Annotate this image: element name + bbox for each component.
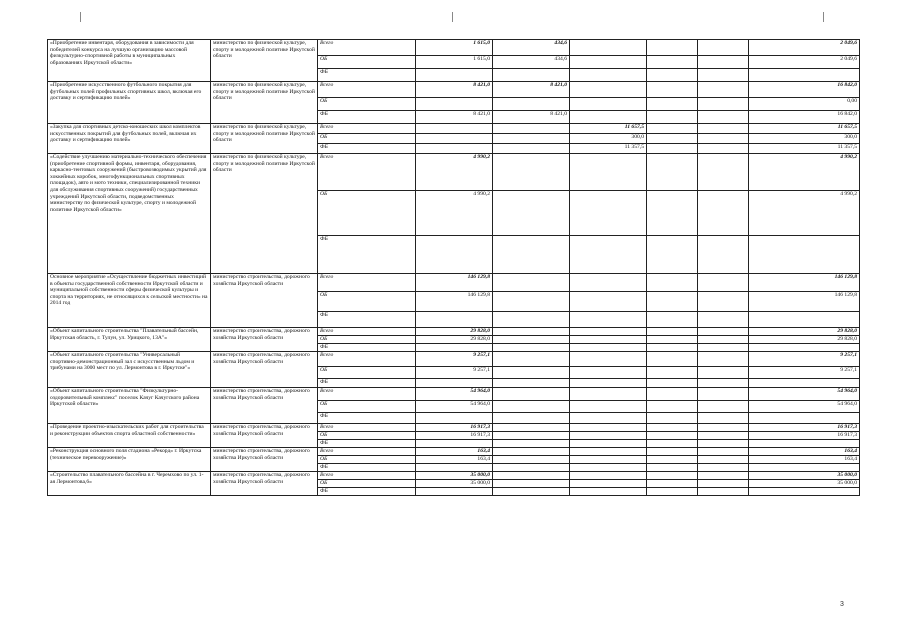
executor-cell: министерство строительства, дорожного хозяйства Иркутской области — [211, 424, 318, 448]
amount-cell — [493, 236, 570, 274]
amount-cell — [647, 440, 698, 448]
amount-cell — [570, 456, 647, 464]
amount-cell — [416, 236, 493, 274]
amount-cell: 29 828,0 — [416, 336, 493, 344]
executor-cell: министерство строительства, дорожного хозяйства Иркутской области — [211, 388, 318, 424]
table-row — [48, 328, 860, 336]
table-row — [48, 472, 860, 480]
budget-table-body — [48, 40, 860, 496]
amount-cell — [493, 154, 570, 191]
amount-cell: 163,4 — [416, 448, 493, 456]
total-amount-cell: 4 990,2 — [749, 154, 860, 191]
amount-cell — [570, 367, 647, 379]
amount-cell — [647, 154, 698, 191]
total-amount-cell: 54 964,0 — [749, 388, 860, 401]
page-mark-left — [80, 12, 81, 22]
amount-cell — [493, 379, 570, 388]
amount-cell — [570, 480, 647, 488]
amount-cell: 16 917,3 — [416, 424, 493, 432]
amount-cell — [493, 367, 570, 379]
amount-cell — [493, 312, 570, 328]
amount-cell — [698, 413, 749, 424]
amount-cell — [647, 56, 698, 69]
amount-cell — [698, 82, 749, 98]
page-number: 3 — [840, 601, 844, 608]
amount-cell — [570, 464, 647, 472]
amount-cell — [698, 352, 749, 367]
amount-cell — [493, 69, 570, 82]
total-amount-cell — [749, 344, 860, 352]
total-amount-cell — [749, 236, 860, 274]
funding-source-cell: ОБ — [318, 432, 416, 440]
total-amount-cell: 4 990,2 — [749, 191, 860, 236]
funding-source-cell: Всего — [318, 424, 416, 432]
amount-cell: 35 000,0 — [416, 472, 493, 480]
amount-cell — [493, 191, 570, 236]
amount-cell — [493, 464, 570, 472]
amount-cell: 146 129,8 — [416, 292, 493, 312]
total-amount-cell — [749, 379, 860, 388]
amount-cell — [647, 432, 698, 440]
executor-cell: министерство по физической культуре, спорту и молодежной политике Иркутской области — [211, 154, 318, 274]
activity-name-cell: «Проведение проектно-изыскательских работ для строительства и реконструкции объектов спорта областной собственности» — [48, 424, 211, 448]
amount-cell — [416, 379, 493, 388]
table-row — [48, 40, 860, 56]
amount-cell — [570, 379, 647, 388]
total-amount-cell: 163,4 — [749, 456, 860, 464]
amount-cell — [416, 312, 493, 328]
amount-cell — [647, 379, 698, 388]
amount-cell — [647, 388, 698, 401]
activity-name-cell: «Содействие улучшению материально-технического обеспечения (приобретение спортивной формы, инвентаря, оборудования, каркасно-тентовых сооружений (быстровозводимых укрытий для хоккейных коробок, многофункциональных спортивных площадок), авто и мото техники, специализированной техники для обслуживания спортивных сооружений) государственных учреждений Иркутской области, подведомственных министерству по физической культуре, спорту и молодежной политике Иркутской области» — [48, 154, 211, 274]
funding-source-cell: ОБ — [318, 480, 416, 488]
activity-name-cell: «Строительство плавательного бассейна в г. Черемхово по ул. 1-ая Лермонтова,6» — [48, 472, 211, 496]
executor-cell: министерство строительства, дорожного хозяйства Иркутской области — [211, 352, 318, 388]
amount-cell — [647, 456, 698, 464]
total-amount-cell: 35 000,0 — [749, 472, 860, 480]
amount-cell — [647, 344, 698, 352]
funding-source-cell: ФБ — [318, 69, 416, 82]
amount-cell — [570, 432, 647, 440]
funding-source-cell: Всего — [318, 472, 416, 480]
amount-cell — [493, 336, 570, 344]
activity-name-cell: «Приобретение искусственного футбольного покрытия для футбольных полей профильных спортивных школ, включая его доставку и сертификацию полей» — [48, 82, 211, 124]
total-amount-cell — [749, 488, 860, 496]
amount-cell — [698, 69, 749, 82]
amount-cell — [698, 40, 749, 56]
amount-cell: 9 257,1 — [416, 352, 493, 367]
amount-cell — [570, 69, 647, 82]
amount-cell — [698, 56, 749, 69]
amount-cell — [570, 98, 647, 111]
amount-cell: 8 421,0 — [493, 111, 570, 124]
amount-cell — [647, 464, 698, 472]
amount-cell — [698, 328, 749, 336]
total-amount-cell: 35 000,0 — [749, 480, 860, 488]
amount-cell — [493, 472, 570, 480]
funding-source-cell: ФБ — [318, 440, 416, 448]
amount-cell: 1 615,0 — [416, 56, 493, 69]
table-row — [48, 448, 860, 456]
amount-cell — [647, 124, 698, 134]
executor-cell: министерство по физической культуре, спорту и молодежной политике Иркутской области — [211, 40, 318, 82]
funding-source-cell: Всего — [318, 40, 416, 56]
amount-cell — [647, 40, 698, 56]
amount-cell — [647, 352, 698, 367]
amount-cell — [570, 328, 647, 336]
amount-cell — [493, 328, 570, 336]
amount-cell — [416, 464, 493, 472]
amount-cell — [570, 488, 647, 496]
amount-cell — [698, 401, 749, 413]
amount-cell — [647, 328, 698, 336]
funding-source-cell: Всего — [318, 352, 416, 367]
activity-name-cell: «Реконструкция основного поля стадиона «Рекорд» г. Иркутска (техническое перевооружение)» — [48, 448, 211, 472]
amount-cell — [647, 413, 698, 424]
amount-cell — [570, 56, 647, 69]
amount-cell — [493, 344, 570, 352]
amount-cell: 146 129,8 — [416, 274, 493, 292]
amount-cell — [493, 274, 570, 292]
funding-source-cell: ФБ — [318, 312, 416, 328]
funding-source-cell: ОБ — [318, 401, 416, 413]
total-amount-cell: 9 257,1 — [749, 367, 860, 379]
amount-cell: 9 257,1 — [416, 367, 493, 379]
amount-cell: 54 964,0 — [416, 401, 493, 413]
amount-cell — [647, 312, 698, 328]
amount-cell — [493, 401, 570, 413]
amount-cell — [647, 82, 698, 98]
amount-cell — [698, 124, 749, 134]
funding-source-cell: ФБ — [318, 236, 416, 274]
amount-cell — [698, 464, 749, 472]
table-row — [48, 352, 860, 367]
amount-cell: 8 421,0 — [493, 82, 570, 98]
funding-source-cell: ОБ — [318, 98, 416, 111]
executor-cell: министерство строительства, дорожного хозяйства Иркутской области — [211, 274, 318, 328]
amount-cell — [647, 401, 698, 413]
amount-cell — [493, 413, 570, 424]
amount-cell — [647, 69, 698, 82]
funding-source-cell: Всего — [318, 124, 416, 134]
table-row — [48, 388, 860, 401]
total-amount-cell: 0,00 — [749, 98, 860, 111]
amount-cell — [493, 448, 570, 456]
amount-cell — [647, 274, 698, 292]
amount-cell — [647, 144, 698, 154]
funding-source-cell: ФБ — [318, 464, 416, 472]
funding-source-cell: ФБ — [318, 111, 416, 124]
total-amount-cell — [749, 69, 860, 82]
amount-cell: 8 421,0 — [416, 82, 493, 98]
amount-cell — [698, 480, 749, 488]
table-row — [48, 124, 860, 134]
amount-cell — [570, 312, 647, 328]
amount-cell: 1 615,0 — [416, 40, 493, 56]
amount-cell — [416, 98, 493, 111]
amount-cell — [493, 488, 570, 496]
total-amount-cell: 16 917,3 — [749, 432, 860, 440]
page-mark-right — [823, 12, 824, 22]
amount-cell — [570, 191, 647, 236]
amount-cell: 163,4 — [416, 456, 493, 464]
amount-cell — [647, 191, 698, 236]
amount-cell — [698, 144, 749, 154]
amount-cell — [570, 154, 647, 191]
activity-name-cell: «Объект капитального строительства "Плавательный бассейн, Иркутская область, г. Тулун, ул. Урицкого, 13А"» — [48, 328, 211, 352]
executor-cell: министерство по физической культуре, спорту и молодежной политике Иркутской области — [211, 124, 318, 154]
total-amount-cell: 9 257,1 — [749, 352, 860, 367]
amount-cell — [570, 336, 647, 344]
amount-cell — [647, 292, 698, 312]
amount-cell — [416, 344, 493, 352]
amount-cell — [416, 144, 493, 154]
funding-source-cell: Всего — [318, 448, 416, 456]
amount-cell: 29 828,0 — [416, 328, 493, 336]
table-row — [48, 154, 860, 191]
amount-cell — [570, 472, 647, 480]
amount-cell — [698, 274, 749, 292]
total-amount-cell: 16 842,0 — [749, 82, 860, 98]
funding-source-cell: Всего — [318, 328, 416, 336]
funding-source-cell: ФБ — [318, 344, 416, 352]
total-amount-cell: 54 964,0 — [749, 401, 860, 413]
funding-source-cell: Всего — [318, 82, 416, 98]
activity-name-cell: «Объект капитального строительства "Универсальный спортивно-демонстрационный зал с искусственным льдом и трибунами на 3000 мест по ул. Лермонтова в г. Иркутске"» — [48, 352, 211, 388]
amount-cell: 4 990,2 — [416, 154, 493, 191]
amount-cell — [493, 440, 570, 448]
funding-source-cell: ФБ — [318, 488, 416, 496]
total-amount-cell — [749, 440, 860, 448]
total-amount-cell: 29 828,0 — [749, 328, 860, 336]
amount-cell — [647, 98, 698, 111]
amount-cell — [698, 440, 749, 448]
amount-cell — [416, 134, 493, 144]
amount-cell — [416, 488, 493, 496]
amount-cell — [570, 440, 647, 448]
amount-cell: 300,0 — [570, 134, 647, 144]
amount-cell — [647, 424, 698, 432]
amount-cell — [570, 236, 647, 274]
amount-cell — [416, 124, 493, 134]
amount-cell — [698, 456, 749, 464]
amount-cell — [493, 456, 570, 464]
amount-cell — [698, 488, 749, 496]
total-amount-cell: 300,0 — [749, 134, 860, 144]
amount-cell — [698, 292, 749, 312]
amount-cell — [570, 388, 647, 401]
amount-cell — [493, 134, 570, 144]
total-amount-cell: 11 357,5 — [749, 144, 860, 154]
amount-cell — [698, 379, 749, 388]
table-row — [48, 424, 860, 432]
funding-source-cell: ФБ — [318, 144, 416, 154]
amount-cell — [570, 448, 647, 456]
budget-table — [47, 39, 860, 496]
amount-cell — [698, 432, 749, 440]
activity-name-cell: «Закупка для спортивных детско-юношеских школ комплектов искусственных покрытий для футбольных полей, включая их доставку и сертификацию полей» — [48, 124, 211, 154]
amount-cell — [698, 388, 749, 401]
funding-source-cell: ОБ — [318, 191, 416, 236]
amount-cell: 8 421,0 — [416, 111, 493, 124]
total-amount-cell — [749, 464, 860, 472]
amount-cell — [570, 401, 647, 413]
amount-cell: 35 000,0 — [416, 480, 493, 488]
total-amount-cell: 16 842,0 — [749, 111, 860, 124]
amount-cell — [493, 98, 570, 111]
amount-cell — [570, 40, 647, 56]
amount-cell — [493, 480, 570, 488]
funding-source-cell: Всего — [318, 154, 416, 191]
funding-source-cell: Всего — [318, 388, 416, 401]
amount-cell — [698, 424, 749, 432]
amount-cell — [647, 111, 698, 124]
funding-source-cell: ОБ — [318, 56, 416, 69]
amount-cell — [493, 432, 570, 440]
amount-cell: 434,6 — [493, 40, 570, 56]
amount-cell: 16 917,3 — [416, 432, 493, 440]
amount-cell — [647, 488, 698, 496]
amount-cell — [570, 274, 647, 292]
amount-cell — [647, 236, 698, 274]
funding-source-cell: ОБ — [318, 456, 416, 464]
amount-cell — [570, 292, 647, 312]
amount-cell — [698, 312, 749, 328]
amount-cell — [698, 472, 749, 480]
amount-cell — [698, 367, 749, 379]
amount-cell: 11 657,5 — [570, 124, 647, 134]
funding-source-cell: ОБ — [318, 336, 416, 344]
amount-cell — [647, 367, 698, 379]
total-amount-cell: 2 049,6 — [749, 40, 860, 56]
amount-cell — [493, 352, 570, 367]
amount-cell: 434,6 — [493, 56, 570, 69]
amount-cell — [570, 352, 647, 367]
amount-cell — [698, 336, 749, 344]
activity-name-cell: Основное мероприятие «Осуществление бюджетных инвестиций в объекты государственной собственности Иркутской области и муниципальной собственности сферы физической культуры и спорта на территориях, не относящихся к сельской местности» на 2014 год — [48, 274, 211, 328]
amount-cell — [570, 344, 647, 352]
amount-cell — [698, 236, 749, 274]
amount-cell — [416, 69, 493, 82]
page-mark-center — [452, 12, 453, 22]
total-amount-cell: 163,4 — [749, 448, 860, 456]
amount-cell: 54 964,0 — [416, 388, 493, 401]
amount-cell — [647, 134, 698, 144]
amount-cell — [698, 111, 749, 124]
amount-cell — [698, 134, 749, 144]
table-row — [48, 82, 860, 98]
total-amount-cell: 2 049,6 — [749, 56, 860, 69]
funding-source-cell: ФБ — [318, 413, 416, 424]
amount-cell — [416, 413, 493, 424]
total-amount-cell: 16 917,3 — [749, 424, 860, 432]
funding-source-cell: ОБ — [318, 134, 416, 144]
total-amount-cell: 146 129,8 — [749, 274, 860, 292]
amount-cell: 4 990,2 — [416, 191, 493, 236]
total-amount-cell — [749, 413, 860, 424]
amount-cell — [698, 344, 749, 352]
amount-cell — [493, 292, 570, 312]
executor-cell: министерство строительства, дорожного хозяйства Иркутской области — [211, 448, 318, 472]
amount-cell — [416, 440, 493, 448]
activity-name-cell: «Приобретение инвентаря, оборудования в зависимости для победителей конкурса на лучшую организацию массовой физкультурно-спортивной работы в муниципальных образованиях Иркутской области» — [48, 40, 211, 82]
amount-cell — [493, 124, 570, 134]
amount-cell — [647, 480, 698, 488]
amount-cell — [647, 448, 698, 456]
total-amount-cell: 146 129,8 — [749, 292, 860, 312]
executor-cell: министерство по физической культуре, спорту и молодежной политике Иркутской области — [211, 82, 318, 124]
amount-cell — [493, 388, 570, 401]
funding-source-cell: ОБ — [318, 292, 416, 312]
amount-cell: 11 357,5 — [570, 144, 647, 154]
amount-cell — [647, 336, 698, 344]
amount-cell — [570, 111, 647, 124]
table-row — [48, 274, 860, 292]
amount-cell — [570, 413, 647, 424]
amount-cell — [570, 82, 647, 98]
amount-cell — [570, 424, 647, 432]
amount-cell — [698, 98, 749, 111]
funding-source-cell: ФБ — [318, 379, 416, 388]
activity-name-cell: «Объект капитального строительства "Физкультурно-оздоровительный комплекс" поселок Качуг Качугского района Иркутской области» — [48, 388, 211, 424]
amount-cell — [698, 154, 749, 191]
total-amount-cell: 11 657,5 — [749, 124, 860, 134]
total-amount-cell — [749, 312, 860, 328]
executor-cell: министерство строительства, дорожного хозяйства Иркутской области — [211, 328, 318, 352]
amount-cell — [493, 144, 570, 154]
total-amount-cell: 29 828,0 — [749, 336, 860, 344]
amount-cell — [698, 191, 749, 236]
funding-source-cell: Всего — [318, 274, 416, 292]
executor-cell: министерство строительства, дорожного хозяйства Иркутской области — [211, 472, 318, 496]
amount-cell — [493, 424, 570, 432]
funding-source-cell: ОБ — [318, 367, 416, 379]
amount-cell — [647, 472, 698, 480]
amount-cell — [698, 448, 749, 456]
